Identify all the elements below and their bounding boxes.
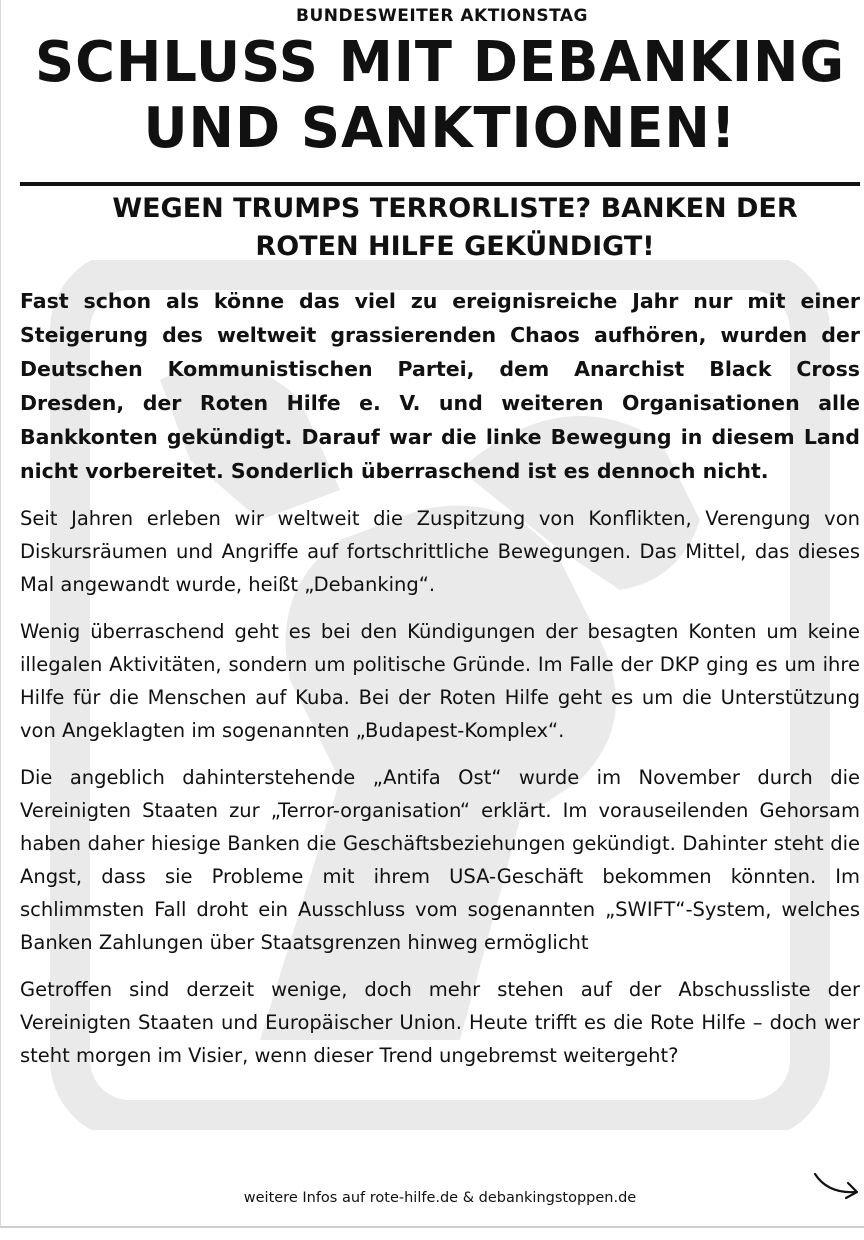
subheadline-line-2: ROTEN HILFE GEKÜNDIGT! bbox=[255, 231, 655, 262]
main-headline bbox=[13, 30, 864, 162]
paragraph-2: Wenig überraschend geht es bei den Kündigungen der besagten Konten um keine illegalen Aktivitäten, sondern um politische Gründe. Im Falle der DKP ging es um ihre Hilfe für die Menschen auf Kuba. Bei der Roten Hilfe geht es um die Unterstützung von Angeklagten im sogenannten „Budapest-Komplex“. bbox=[20, 620, 860, 742]
lead-paragraph: Fast schon als könne das viel zu ereignisreiche Jahr nur mit einer Steigerung des weltweit grassierenden Chaos aufhören, wurden der Deutschen Kommunistischen Partei, dem Anarchist Black Cross Dresden, der Roten Hilfe e. V. und weiteren Organisationen alle Bankkonten gekündigt. Darauf war die linke Bewegung in diesem Land nicht vorbereitet. Sonderlich überraschend ist es dennoch nicht. bbox=[20, 289, 860, 483]
headline-line-1: SCHLUSS MIT DEBANKING bbox=[34, 30, 846, 95]
headline-divider bbox=[20, 182, 860, 186]
subheadline-line-1: WEGEN TRUMPS TERRORLISTE? BANKEN DER bbox=[112, 193, 798, 224]
footer-info: weitere Infos auf rote-hilfe.de & debankingstoppen.de bbox=[243, 1190, 637, 1206]
page-edge bbox=[0, 0, 1, 1226]
headline-line-2: UND SANKTIONEN! bbox=[143, 96, 737, 161]
paragraph-1: Seit Jahren erleben wir weltweit die Zuspitzung von Konflikten, Verengung von Diskursräumen und Angriffe auf fortschrittliche Bewegungen. Das Mittel, das dieses Mal angewandt wurde, heißt „Debanking“. bbox=[20, 507, 860, 596]
paragraph-3: Die angeblich dahinterstehende „Antifa Ost“ wurde im November durch die Vereinigten Staaten zur „Terror-organisation“ erklärt. Im vorauseilenden Gehorsam haben daher hiesige Banken die Geschäftsbeziehungen gekündigt. Dahinter steht die Angst, dass sie Probleme mit ihrem USA-Geschäft bekommen könnten. Im schlimmsten Fall droht ein Ausschluss vom sogenannten „SWIFT“-System, welches Banken Zahlungen über Staatsgrenzen hinweg ermöglicht bbox=[20, 766, 860, 954]
curved-arrow-icon bbox=[812, 1168, 862, 1202]
kicker-label: BUNDESWEITER AKTIONSTAG bbox=[296, 6, 588, 26]
paragraph-4: Getroffen sind derzeit wenige, doch mehr stehen auf der Abschussliste der Vereinigten Staaten und Europäischer Union. Heute trifft es die Rote Hilfe – doch wer steht morgen im Visier, wenn dieser Trend ungebremst weitergeht? bbox=[20, 978, 860, 1067]
subheadline bbox=[40, 190, 864, 266]
article-body bbox=[20, 284, 860, 1086]
